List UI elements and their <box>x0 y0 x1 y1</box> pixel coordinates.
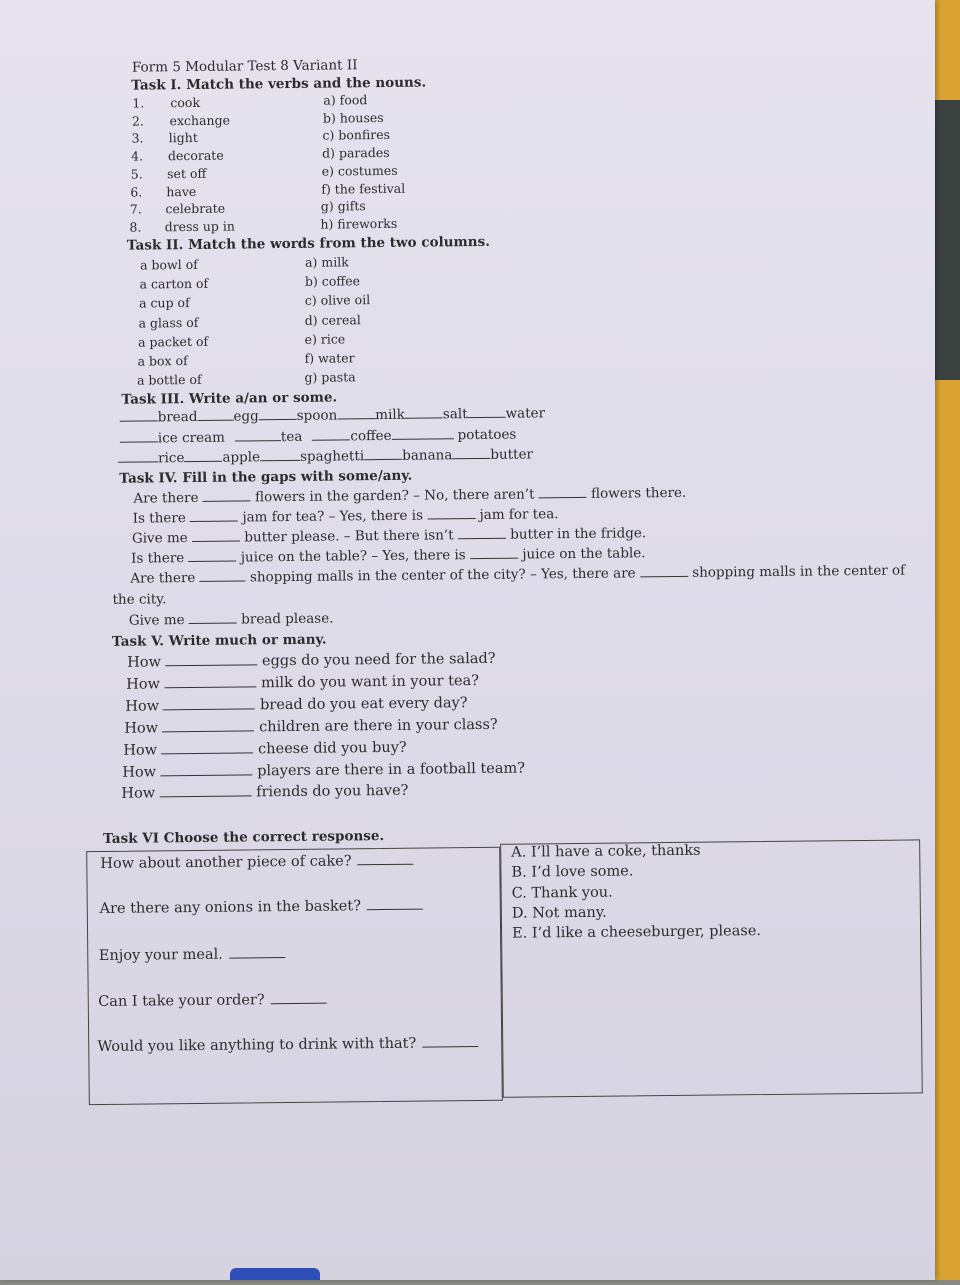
task5-how: How <box>127 654 162 671</box>
worksheet-title: Form 5 Modular Test 8 Variant II <box>131 57 358 76</box>
task2-right-item: f) water <box>304 350 355 366</box>
task2-right-item: e) rice <box>304 331 346 347</box>
task1-noun: d) parades <box>322 145 390 161</box>
task6-question <box>98 992 327 1010</box>
task1-verb: have <box>166 183 197 199</box>
task1-verb: celebrate <box>165 200 226 217</box>
task6-question <box>100 898 424 917</box>
task1-noun: g) gifts <box>320 198 366 214</box>
task5-title: Task V. Write much or many. <box>111 631 327 650</box>
task1-number: 4. <box>131 148 144 164</box>
task1-verb: decorate <box>167 147 224 164</box>
task6-question-text: How about another piece of cake? <box>100 853 352 872</box>
task6-question-text: Enjoy your meal. <box>98 946 223 965</box>
task5-how: How <box>123 741 158 759</box>
task6-questions-box <box>86 847 503 1105</box>
task3-word: salt <box>442 406 468 423</box>
task3-word: butter <box>490 446 534 463</box>
task3-word: milk <box>375 406 405 424</box>
task3-word: banana <box>402 447 453 464</box>
task6-question <box>99 946 285 964</box>
task2-right-item: a) milk <box>304 254 349 270</box>
task2-right-item: d) cereal <box>304 311 361 328</box>
task1-noun: e) costumes <box>321 162 398 179</box>
task2-left-item: a cup of <box>138 295 190 311</box>
task3-word: spoon <box>296 407 338 424</box>
task3-row-2 <box>120 427 517 447</box>
task4-sentence-6: Give me bread please. <box>128 610 334 629</box>
task1-noun: h) fireworks <box>320 215 398 232</box>
task3-word: egg <box>233 408 259 425</box>
task3-word: potatoes <box>457 426 517 444</box>
task6-question <box>100 853 413 872</box>
task6-question-text: Are there any onions in the basket? <box>99 898 362 917</box>
task4-title: Task IV. Fill in the gaps with some/any. <box>119 467 413 487</box>
task1-noun: f) the festival <box>321 180 406 197</box>
task1-verb: dress up in <box>164 218 235 235</box>
task1-number: 7. <box>129 201 142 217</box>
task5-question-text: children are there in your class? <box>259 716 498 736</box>
task4-sentence-5: Are there shopping malls in the center of the city? – Yes, there are shopping malls in the center of <box>130 562 906 587</box>
task6-answer: C. Thank you. <box>511 884 613 902</box>
task1-noun: c) bonfires <box>322 127 391 144</box>
task1-verb: light <box>168 130 198 146</box>
task1-verb: set off <box>167 165 207 182</box>
task1-title: Task I. Match the verbs and the nouns. <box>131 74 427 94</box>
task6-answer: D. Not many. <box>511 904 607 922</box>
task1-verb: cook <box>170 94 201 111</box>
task1-number: 6. <box>130 184 143 200</box>
task6-answer: A. I’ll have a coke, thanks <box>511 842 701 861</box>
task1-noun: a) food <box>323 92 368 108</box>
task6-question-text: Can I take your order? <box>98 992 265 1011</box>
task5-question-text: bread do you eat every day? <box>259 694 468 714</box>
task1-number: 1. <box>132 95 145 111</box>
task5-question <box>124 717 498 737</box>
task1-number: 8. <box>129 219 142 235</box>
task3-word: spaghetti <box>299 448 365 465</box>
task5-question-text: friends do you have? <box>256 783 409 801</box>
task2-left-item: a glass of <box>138 314 199 331</box>
task2-left-item: a packet of <box>137 333 209 350</box>
task5-how: How <box>121 785 156 803</box>
task3-word: ice cream <box>157 429 225 447</box>
task3-word: coffee <box>350 427 392 445</box>
task2-right-item: g) pasta <box>304 369 356 386</box>
task3-row-1 <box>120 405 546 425</box>
task5-how: How <box>122 763 157 781</box>
task5-question-text: eggs do you need for the salad? <box>261 650 496 670</box>
task1-number: 5. <box>130 166 143 182</box>
task1-number: 2. <box>131 113 144 129</box>
task6-title: Task VI Choose the correct response. <box>102 828 385 847</box>
task3-word: bread <box>157 408 198 426</box>
task2-left-item: a carton of <box>139 276 209 292</box>
task5-how: How <box>124 720 159 737</box>
task4-sentence-1: Are there flowers in the garden? – No, there aren’t flowers there. <box>133 484 687 507</box>
task2-right-item: c) olive oil <box>304 292 371 309</box>
task4-sentence-3: Give me butter please. – But there isn’t butter in the fridge. <box>131 525 647 547</box>
task1-verb: exchange <box>169 112 231 128</box>
task5-how: How <box>125 698 160 715</box>
task5-question <box>125 695 467 715</box>
task2-left-item: a box of <box>137 353 188 369</box>
task2-left-item: a bottle of <box>136 372 202 388</box>
task2-right-item: b) coffee <box>304 273 361 290</box>
task5-question <box>121 783 408 802</box>
task6-answer: B. I’d love some. <box>511 863 634 881</box>
task3-word: water <box>505 405 546 422</box>
task5-how: How <box>126 676 161 693</box>
task5-question <box>127 651 495 671</box>
task1-number: 3. <box>131 130 144 147</box>
task3-word: tea <box>280 428 303 446</box>
task3-word: apple <box>222 449 261 466</box>
task4-sentence-5-cont: the city. <box>112 591 167 608</box>
task5-question-text: milk do you want in your tea? <box>260 672 480 692</box>
task5-question <box>122 760 525 780</box>
task1-noun: b) houses <box>322 109 384 126</box>
task4-sentence-4: Is there juice on the table? – Yes, there is juice on the table. <box>131 545 646 567</box>
task5-question-text: players are there in a football team? <box>257 760 526 779</box>
task3-word: rice <box>157 450 185 467</box>
task3-title: Task III. Write a/an or some. <box>121 389 338 408</box>
task4-sentence-2: Is there jam for tea? – Yes, there is jam for tea. <box>132 506 559 527</box>
task5-question <box>126 673 479 693</box>
task6-question-text: Would you like anything to drink with that? <box>97 1035 417 1056</box>
task3-row-3 <box>118 446 533 466</box>
task2-left-item: a bowl of <box>139 256 198 273</box>
task5-question <box>123 739 406 758</box>
task6-answer: E. I’d like a cheeseburger, please. <box>511 923 762 942</box>
task2-title: Task II. Match the words from the two columns. <box>126 233 490 254</box>
task5-question-text: cheese did you buy? <box>258 739 407 757</box>
